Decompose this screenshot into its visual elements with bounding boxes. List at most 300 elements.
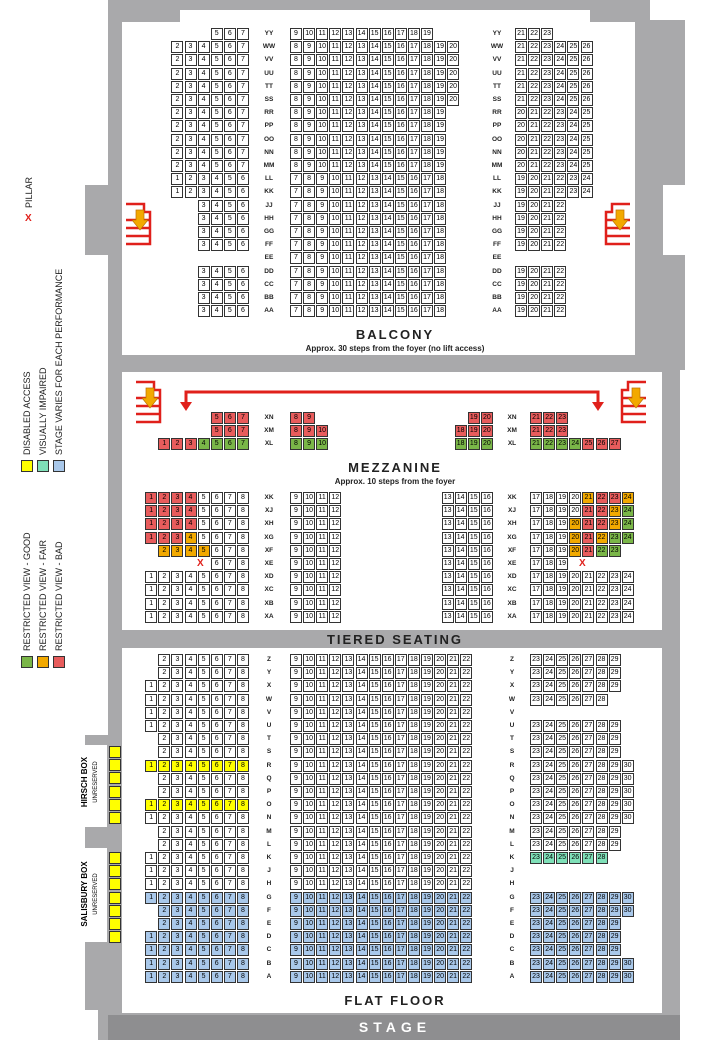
seat-xk-16[interactable]: 16 bbox=[481, 492, 493, 504]
seat-n-16[interactable]: 16 bbox=[382, 812, 394, 824]
seat-ll-1[interactable]: 1 bbox=[171, 173, 183, 185]
seat-p-12[interactable]: 12 bbox=[329, 786, 341, 798]
seat-pp-7[interactable]: 7 bbox=[237, 120, 249, 132]
seat-xa-21[interactable]: 21 bbox=[582, 611, 594, 623]
seat-ww-12[interactable]: 12 bbox=[342, 41, 354, 53]
seat-xc-19[interactable]: 19 bbox=[556, 584, 568, 596]
seat-cc-13[interactable]: 13 bbox=[369, 279, 381, 291]
seat-n-4[interactable]: 4 bbox=[185, 812, 197, 824]
seat-l-2[interactable]: 2 bbox=[158, 839, 170, 851]
seat-xl-4[interactable]: 4 bbox=[198, 438, 210, 450]
seat-ww-5[interactable]: 5 bbox=[211, 41, 223, 53]
seat-ss-3[interactable]: 3 bbox=[185, 94, 197, 106]
seat-xl-25[interactable]: 25 bbox=[582, 438, 594, 450]
seat-tt-8[interactable]: 8 bbox=[290, 81, 302, 93]
seat-o-26[interactable]: 26 bbox=[569, 799, 581, 811]
seat-xe-9[interactable]: 9 bbox=[290, 558, 302, 570]
seat-m-8[interactable]: 8 bbox=[237, 826, 249, 838]
seat-rr-19[interactable]: 19 bbox=[434, 107, 446, 119]
seat-z-17[interactable]: 17 bbox=[395, 654, 407, 666]
seat-h-4[interactable]: 4 bbox=[185, 878, 197, 890]
seat-xf-14[interactable]: 14 bbox=[455, 545, 467, 557]
seat-k-19[interactable]: 19 bbox=[421, 852, 433, 864]
seat-z-25[interactable]: 25 bbox=[556, 654, 568, 666]
seat-w-26[interactable]: 26 bbox=[569, 694, 581, 706]
seat-w-19[interactable]: 19 bbox=[421, 694, 433, 706]
seat-l-16[interactable]: 16 bbox=[382, 839, 394, 851]
seat-kk-6[interactable]: 6 bbox=[237, 186, 249, 198]
seat-h-21[interactable]: 21 bbox=[447, 878, 459, 890]
seat-xb-22[interactable]: 22 bbox=[596, 598, 608, 610]
seat-w-3[interactable]: 3 bbox=[171, 694, 183, 706]
seat-q-3[interactable]: 3 bbox=[171, 773, 183, 785]
seat-cc-7[interactable]: 7 bbox=[290, 279, 302, 291]
seat-q-11[interactable]: 11 bbox=[316, 773, 328, 785]
seat-e-20[interactable]: 20 bbox=[434, 918, 446, 930]
seat-n-9[interactable]: 9 bbox=[290, 812, 302, 824]
seat-j-5[interactable]: 5 bbox=[198, 865, 210, 877]
seat-v-18[interactable]: 18 bbox=[408, 707, 420, 719]
seat-t-26[interactable]: 26 bbox=[569, 733, 581, 745]
seat-ee-13[interactable]: 13 bbox=[369, 252, 381, 264]
seat-s-26[interactable]: 26 bbox=[569, 746, 581, 758]
seat-s-20[interactable]: 20 bbox=[434, 746, 446, 758]
seat-xh-14[interactable]: 14 bbox=[455, 518, 467, 530]
seat-bb-15[interactable]: 15 bbox=[395, 292, 407, 304]
seat-n-10[interactable]: 10 bbox=[303, 812, 315, 824]
seat-ww-9[interactable]: 9 bbox=[303, 41, 315, 53]
seat-xf-8[interactable]: 8 bbox=[237, 545, 249, 557]
seat-t-17[interactable]: 17 bbox=[395, 733, 407, 745]
seat-pp-2[interactable]: 2 bbox=[171, 120, 183, 132]
seat-j-16[interactable]: 16 bbox=[382, 865, 394, 877]
seat-mm-10[interactable]: 10 bbox=[316, 160, 328, 172]
seat-tt-20[interactable]: 20 bbox=[447, 81, 459, 93]
hirsch-box-seat[interactable] bbox=[109, 772, 121, 784]
seat-ww-14[interactable]: 14 bbox=[369, 41, 381, 53]
seat-xk-23[interactable]: 23 bbox=[609, 492, 621, 504]
seat-n-3[interactable]: 3 bbox=[171, 812, 183, 824]
seat-y-5[interactable]: 5 bbox=[198, 667, 210, 679]
seat-u-1[interactable]: 1 bbox=[145, 720, 157, 732]
seat-xm-22[interactable]: 22 bbox=[543, 425, 555, 437]
seat-x-15[interactable]: 15 bbox=[369, 680, 381, 692]
seat-m-24[interactable]: 24 bbox=[543, 826, 555, 838]
seat-d-2[interactable]: 2 bbox=[158, 931, 170, 943]
seat-xh-5[interactable]: 5 bbox=[198, 518, 210, 530]
seat-xh-17[interactable]: 17 bbox=[530, 518, 542, 530]
seat-u-28[interactable]: 28 bbox=[596, 720, 608, 732]
seat-p-21[interactable]: 21 bbox=[447, 786, 459, 798]
seat-ff-22[interactable]: 22 bbox=[554, 239, 566, 251]
seat-w-25[interactable]: 25 bbox=[556, 694, 568, 706]
seat-jj-7[interactable]: 7 bbox=[290, 200, 302, 212]
seat-xj-3[interactable]: 3 bbox=[171, 505, 183, 517]
seat-s-7[interactable]: 7 bbox=[224, 746, 236, 758]
seat-g-15[interactable]: 15 bbox=[369, 892, 381, 904]
seat-r-15[interactable]: 15 bbox=[369, 760, 381, 772]
seat-cc-19[interactable]: 19 bbox=[515, 279, 527, 291]
seat-xb-14[interactable]: 14 bbox=[455, 598, 467, 610]
seat-rr-17[interactable]: 17 bbox=[408, 107, 420, 119]
seat-jj-11[interactable]: 11 bbox=[342, 200, 354, 212]
seat-l-7[interactable]: 7 bbox=[224, 839, 236, 851]
seat-u-2[interactable]: 2 bbox=[158, 720, 170, 732]
seat-x-10[interactable]: 10 bbox=[303, 680, 315, 692]
seat-xk-20[interactable]: 20 bbox=[569, 492, 581, 504]
seat-cc-17[interactable]: 17 bbox=[421, 279, 433, 291]
seat-nn-23[interactable]: 23 bbox=[554, 147, 566, 159]
seat-uu-10[interactable]: 10 bbox=[316, 68, 328, 80]
seat-jj-16[interactable]: 16 bbox=[408, 200, 420, 212]
seat-xg-15[interactable]: 15 bbox=[468, 532, 480, 544]
seat-xl-19[interactable]: 19 bbox=[468, 438, 480, 450]
seat-u-20[interactable]: 20 bbox=[434, 720, 446, 732]
seat-n-7[interactable]: 7 bbox=[224, 812, 236, 824]
seat-yy-23[interactable]: 23 bbox=[541, 28, 553, 40]
seat-tt-9[interactable]: 9 bbox=[303, 81, 315, 93]
seat-aa-18[interactable]: 18 bbox=[434, 305, 446, 317]
seat-uu-2[interactable]: 2 bbox=[171, 68, 183, 80]
seat-b-12[interactable]: 12 bbox=[329, 958, 341, 970]
seat-d-4[interactable]: 4 bbox=[185, 931, 197, 943]
seat-h-9[interactable]: 9 bbox=[290, 878, 302, 890]
seat-v-7[interactable]: 7 bbox=[224, 707, 236, 719]
seat-mm-4[interactable]: 4 bbox=[198, 160, 210, 172]
seat-c-2[interactable]: 2 bbox=[158, 944, 170, 956]
seat-n-18[interactable]: 18 bbox=[408, 812, 420, 824]
seat-ll-14[interactable]: 14 bbox=[382, 173, 394, 185]
seat-nn-25[interactable]: 25 bbox=[581, 147, 593, 159]
seat-yy-7[interactable]: 7 bbox=[237, 28, 249, 40]
seat-n-24[interactable]: 24 bbox=[543, 812, 555, 824]
seat-xg-10[interactable]: 10 bbox=[303, 532, 315, 544]
seat-vv-18[interactable]: 18 bbox=[421, 54, 433, 66]
seat-jj-5[interactable]: 5 bbox=[224, 200, 236, 212]
seat-ll-6[interactable]: 6 bbox=[237, 173, 249, 185]
seat-gg-5[interactable]: 5 bbox=[224, 226, 236, 238]
seat-xk-11[interactable]: 11 bbox=[316, 492, 328, 504]
seat-xe-6[interactable]: 6 bbox=[211, 558, 223, 570]
seat-q-15[interactable]: 15 bbox=[369, 773, 381, 785]
seat-bb-8[interactable]: 8 bbox=[303, 292, 315, 304]
seat-w-2[interactable]: 2 bbox=[158, 694, 170, 706]
seat-jj-21[interactable]: 21 bbox=[541, 200, 553, 212]
seat-t-23[interactable]: 23 bbox=[530, 733, 542, 745]
seat-xc-7[interactable]: 7 bbox=[224, 584, 236, 596]
seat-e-28[interactable]: 28 bbox=[596, 918, 608, 930]
seat-r-16[interactable]: 16 bbox=[382, 760, 394, 772]
seat-a-3[interactable]: 3 bbox=[171, 971, 183, 983]
seat-nn-17[interactable]: 17 bbox=[408, 147, 420, 159]
seat-a-13[interactable]: 13 bbox=[342, 971, 354, 983]
seat-z-14[interactable]: 14 bbox=[356, 654, 368, 666]
seat-nn-21[interactable]: 21 bbox=[528, 147, 540, 159]
seat-dd-22[interactable]: 22 bbox=[554, 266, 566, 278]
seat-d-17[interactable]: 17 bbox=[395, 931, 407, 943]
seat-x-6[interactable]: 6 bbox=[211, 680, 223, 692]
seat-l-24[interactable]: 24 bbox=[543, 839, 555, 851]
seat-vv-3[interactable]: 3 bbox=[185, 54, 197, 66]
seat-kk-19[interactable]: 19 bbox=[515, 186, 527, 198]
seat-rr-13[interactable]: 13 bbox=[356, 107, 368, 119]
seat-uu-26[interactable]: 26 bbox=[581, 68, 593, 80]
seat-xc-20[interactable]: 20 bbox=[569, 584, 581, 596]
seat-kk-21[interactable]: 21 bbox=[541, 186, 553, 198]
seat-jj-4[interactable]: 4 bbox=[211, 200, 223, 212]
seat-tt-2[interactable]: 2 bbox=[171, 81, 183, 93]
seat-f-25[interactable]: 25 bbox=[556, 905, 568, 917]
seat-cc-12[interactable]: 12 bbox=[356, 279, 368, 291]
seat-xb-6[interactable]: 6 bbox=[211, 598, 223, 610]
seat-u-25[interactable]: 25 bbox=[556, 720, 568, 732]
seat-a-25[interactable]: 25 bbox=[556, 971, 568, 983]
seat-xd-8[interactable]: 8 bbox=[237, 571, 249, 583]
seat-xa-9[interactable]: 9 bbox=[290, 611, 302, 623]
seat-xa-13[interactable]: 13 bbox=[442, 611, 454, 623]
seat-aa-15[interactable]: 15 bbox=[395, 305, 407, 317]
seat-u-9[interactable]: 9 bbox=[290, 720, 302, 732]
seat-n-8[interactable]: 8 bbox=[237, 812, 249, 824]
seat-xd-18[interactable]: 18 bbox=[543, 571, 555, 583]
seat-bb-6[interactable]: 6 bbox=[237, 292, 249, 304]
seat-q-22[interactable]: 22 bbox=[460, 773, 472, 785]
seat-nn-12[interactable]: 12 bbox=[342, 147, 354, 159]
seat-ll-3[interactable]: 3 bbox=[198, 173, 210, 185]
seat-a-18[interactable]: 18 bbox=[408, 971, 420, 983]
seat-xb-11[interactable]: 11 bbox=[316, 598, 328, 610]
seat-ss-21[interactable]: 21 bbox=[515, 94, 527, 106]
seat-x-5[interactable]: 5 bbox=[198, 680, 210, 692]
seat-kk-16[interactable]: 16 bbox=[408, 186, 420, 198]
seat-ww-18[interactable]: 18 bbox=[421, 41, 433, 53]
seat-ff-12[interactable]: 12 bbox=[356, 239, 368, 251]
seat-c-3[interactable]: 3 bbox=[171, 944, 183, 956]
seat-hh-18[interactable]: 18 bbox=[434, 213, 446, 225]
seat-p-9[interactable]: 9 bbox=[290, 786, 302, 798]
seat-xj-9[interactable]: 9 bbox=[290, 505, 302, 517]
seat-p-10[interactable]: 10 bbox=[303, 786, 315, 798]
seat-s-16[interactable]: 16 bbox=[382, 746, 394, 758]
seat-xl-9[interactable]: 9 bbox=[303, 438, 315, 450]
seat-ss-22[interactable]: 22 bbox=[528, 94, 540, 106]
seat-xk-4[interactable]: 4 bbox=[185, 492, 197, 504]
seat-gg-11[interactable]: 11 bbox=[342, 226, 354, 238]
seat-xj-24[interactable]: 24 bbox=[622, 505, 634, 517]
seat-xl-26[interactable]: 26 bbox=[596, 438, 608, 450]
seat-pp-19[interactable]: 19 bbox=[434, 120, 446, 132]
seat-b-27[interactable]: 27 bbox=[582, 958, 594, 970]
seat-kk-22[interactable]: 22 bbox=[554, 186, 566, 198]
seat-bb-13[interactable]: 13 bbox=[369, 292, 381, 304]
seat-b-26[interactable]: 26 bbox=[569, 958, 581, 970]
seat-x-11[interactable]: 11 bbox=[316, 680, 328, 692]
seat-j-10[interactable]: 10 bbox=[303, 865, 315, 877]
seat-cc-8[interactable]: 8 bbox=[303, 279, 315, 291]
seat-n-14[interactable]: 14 bbox=[356, 812, 368, 824]
seat-xh-12[interactable]: 12 bbox=[329, 518, 341, 530]
seat-c-17[interactable]: 17 bbox=[395, 944, 407, 956]
seat-t-21[interactable]: 21 bbox=[447, 733, 459, 745]
seat-t-25[interactable]: 25 bbox=[556, 733, 568, 745]
seat-dd-18[interactable]: 18 bbox=[434, 266, 446, 278]
seat-xa-23[interactable]: 23 bbox=[609, 611, 621, 623]
seat-h-3[interactable]: 3 bbox=[171, 878, 183, 890]
seat-uu-22[interactable]: 22 bbox=[528, 68, 540, 80]
seat-g-14[interactable]: 14 bbox=[356, 892, 368, 904]
seat-n-29[interactable]: 29 bbox=[609, 812, 621, 824]
seat-t-14[interactable]: 14 bbox=[356, 733, 368, 745]
seat-y-28[interactable]: 28 bbox=[596, 667, 608, 679]
seat-ss-4[interactable]: 4 bbox=[198, 94, 210, 106]
seat-x-18[interactable]: 18 bbox=[408, 680, 420, 692]
seat-a-20[interactable]: 20 bbox=[434, 971, 446, 983]
seat-kk-18[interactable]: 18 bbox=[434, 186, 446, 198]
seat-xb-17[interactable]: 17 bbox=[530, 598, 542, 610]
seat-z-28[interactable]: 28 bbox=[596, 654, 608, 666]
seat-xj-10[interactable]: 10 bbox=[303, 505, 315, 517]
seat-xj-2[interactable]: 2 bbox=[158, 505, 170, 517]
seat-uu-21[interactable]: 21 bbox=[515, 68, 527, 80]
seat-s-13[interactable]: 13 bbox=[342, 746, 354, 758]
seat-c-8[interactable]: 8 bbox=[237, 944, 249, 956]
seat-m-20[interactable]: 20 bbox=[434, 826, 446, 838]
seat-ll-24[interactable]: 24 bbox=[581, 173, 593, 185]
seat-xk-18[interactable]: 18 bbox=[543, 492, 555, 504]
seat-xj-12[interactable]: 12 bbox=[329, 505, 341, 517]
seat-jj-9[interactable]: 9 bbox=[316, 200, 328, 212]
seat-x-13[interactable]: 13 bbox=[342, 680, 354, 692]
seat-f-19[interactable]: 19 bbox=[421, 905, 433, 917]
seat-g-4[interactable]: 4 bbox=[185, 892, 197, 904]
seat-o-17[interactable]: 17 bbox=[395, 799, 407, 811]
seat-f-28[interactable]: 28 bbox=[596, 905, 608, 917]
seat-xa-12[interactable]: 12 bbox=[329, 611, 341, 623]
seat-d-8[interactable]: 8 bbox=[237, 931, 249, 943]
seat-dd-3[interactable]: 3 bbox=[198, 266, 210, 278]
seat-aa-3[interactable]: 3 bbox=[198, 305, 210, 317]
seat-bb-14[interactable]: 14 bbox=[382, 292, 394, 304]
seat-j-21[interactable]: 21 bbox=[447, 865, 459, 877]
seat-xd-4[interactable]: 4 bbox=[185, 571, 197, 583]
seat-xg-20[interactable]: 20 bbox=[569, 532, 581, 544]
seat-xd-3[interactable]: 3 bbox=[171, 571, 183, 583]
seat-x-8[interactable]: 8 bbox=[237, 680, 249, 692]
seat-a-4[interactable]: 4 bbox=[185, 971, 197, 983]
seat-h-14[interactable]: 14 bbox=[356, 878, 368, 890]
seat-d-7[interactable]: 7 bbox=[224, 931, 236, 943]
seat-d-18[interactable]: 18 bbox=[408, 931, 420, 943]
seat-h-22[interactable]: 22 bbox=[460, 878, 472, 890]
seat-pp-20[interactable]: 20 bbox=[515, 120, 527, 132]
seat-ff-19[interactable]: 19 bbox=[515, 239, 527, 251]
seat-aa-14[interactable]: 14 bbox=[382, 305, 394, 317]
seat-p-8[interactable]: 8 bbox=[237, 786, 249, 798]
seat-hh-9[interactable]: 9 bbox=[316, 213, 328, 225]
seat-cc-15[interactable]: 15 bbox=[395, 279, 407, 291]
seat-mm-20[interactable]: 20 bbox=[515, 160, 527, 172]
seat-x-29[interactable]: 29 bbox=[609, 680, 621, 692]
seat-xh-18[interactable]: 18 bbox=[543, 518, 555, 530]
seat-g-1[interactable]: 1 bbox=[145, 892, 157, 904]
hirsch-box-seat[interactable] bbox=[109, 786, 121, 798]
seat-gg-9[interactable]: 9 bbox=[316, 226, 328, 238]
seat-tt-18[interactable]: 18 bbox=[421, 81, 433, 93]
seat-f-22[interactable]: 22 bbox=[460, 905, 472, 917]
seat-xj-6[interactable]: 6 bbox=[211, 505, 223, 517]
seat-c-18[interactable]: 18 bbox=[408, 944, 420, 956]
seat-f-15[interactable]: 15 bbox=[369, 905, 381, 917]
seat-kk-7[interactable]: 7 bbox=[290, 186, 302, 198]
seat-xe-18[interactable]: 18 bbox=[543, 558, 555, 570]
seat-xn-19[interactable]: 19 bbox=[468, 412, 480, 424]
seat-s-28[interactable]: 28 bbox=[596, 746, 608, 758]
seat-x-24[interactable]: 24 bbox=[543, 680, 555, 692]
seat-mm-23[interactable]: 23 bbox=[554, 160, 566, 172]
seat-xk-17[interactable]: 17 bbox=[530, 492, 542, 504]
seat-uu-3[interactable]: 3 bbox=[185, 68, 197, 80]
seat-k-23[interactable]: 23 bbox=[530, 852, 542, 864]
seat-xd-23[interactable]: 23 bbox=[609, 571, 621, 583]
seat-rr-18[interactable]: 18 bbox=[421, 107, 433, 119]
seat-k-6[interactable]: 6 bbox=[211, 852, 223, 864]
seat-b-23[interactable]: 23 bbox=[530, 958, 542, 970]
seat-aa-12[interactable]: 12 bbox=[356, 305, 368, 317]
seat-xg-17[interactable]: 17 bbox=[530, 532, 542, 544]
seat-xa-24[interactable]: 24 bbox=[622, 611, 634, 623]
seat-xb-8[interactable]: 8 bbox=[237, 598, 249, 610]
seat-nn-7[interactable]: 7 bbox=[237, 147, 249, 159]
seat-pp-21[interactable]: 21 bbox=[528, 120, 540, 132]
seat-p-14[interactable]: 14 bbox=[356, 786, 368, 798]
seat-aa-19[interactable]: 19 bbox=[515, 305, 527, 317]
seat-tt-3[interactable]: 3 bbox=[185, 81, 197, 93]
seat-l-21[interactable]: 21 bbox=[447, 839, 459, 851]
seat-b-21[interactable]: 21 bbox=[447, 958, 459, 970]
seat-z-16[interactable]: 16 bbox=[382, 654, 394, 666]
seat-v-21[interactable]: 21 bbox=[447, 707, 459, 719]
seat-k-1[interactable]: 1 bbox=[145, 852, 157, 864]
seat-gg-13[interactable]: 13 bbox=[369, 226, 381, 238]
seat-ff-3[interactable]: 3 bbox=[198, 239, 210, 251]
seat-cc-14[interactable]: 14 bbox=[382, 279, 394, 291]
seat-y-29[interactable]: 29 bbox=[609, 667, 621, 679]
seat-p-19[interactable]: 19 bbox=[421, 786, 433, 798]
salisbury-box-seat[interactable] bbox=[109, 878, 121, 890]
seat-d-14[interactable]: 14 bbox=[356, 931, 368, 943]
seat-c-6[interactable]: 6 bbox=[211, 944, 223, 956]
seat-yy-22[interactable]: 22 bbox=[528, 28, 540, 40]
seat-rr-16[interactable]: 16 bbox=[395, 107, 407, 119]
seat-m-6[interactable]: 6 bbox=[211, 826, 223, 838]
seat-q-19[interactable]: 19 bbox=[421, 773, 433, 785]
seat-xa-15[interactable]: 15 bbox=[468, 611, 480, 623]
seat-tt-6[interactable]: 6 bbox=[224, 81, 236, 93]
seat-rr-6[interactable]: 6 bbox=[224, 107, 236, 119]
seat-d-22[interactable]: 22 bbox=[460, 931, 472, 943]
seat-dd-13[interactable]: 13 bbox=[369, 266, 381, 278]
seat-xa-20[interactable]: 20 bbox=[569, 611, 581, 623]
seat-l-20[interactable]: 20 bbox=[434, 839, 446, 851]
seat-uu-18[interactable]: 18 bbox=[421, 68, 433, 80]
seat-d-3[interactable]: 3 bbox=[171, 931, 183, 943]
seat-z-27[interactable]: 27 bbox=[582, 654, 594, 666]
seat-vv-20[interactable]: 20 bbox=[447, 54, 459, 66]
hirsch-box-seat[interactable] bbox=[109, 759, 121, 771]
seat-xd-13[interactable]: 13 bbox=[442, 571, 454, 583]
seat-a-5[interactable]: 5 bbox=[198, 971, 210, 983]
seat-d-28[interactable]: 28 bbox=[596, 931, 608, 943]
